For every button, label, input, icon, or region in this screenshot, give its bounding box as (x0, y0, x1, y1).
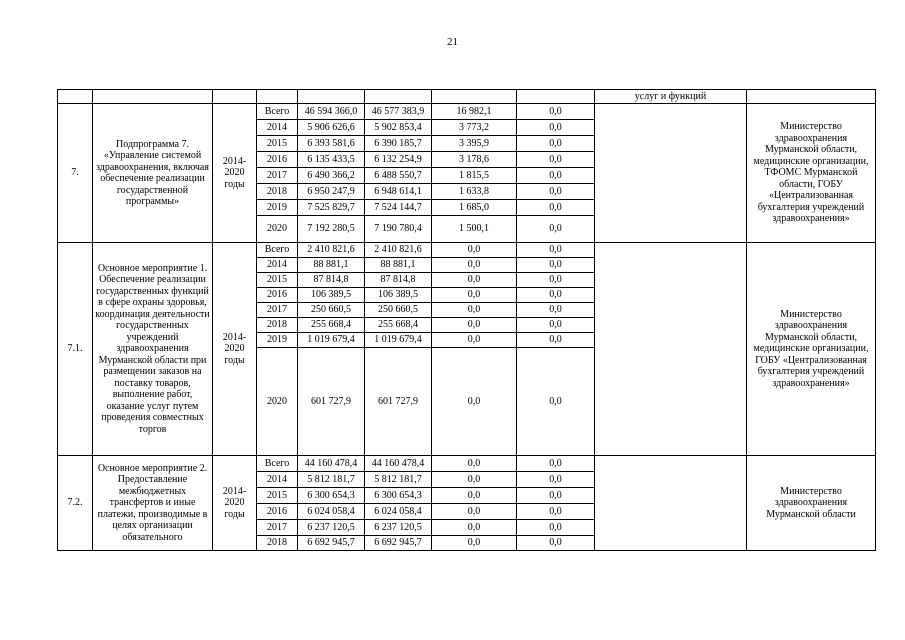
value-other: 0,0 (517, 184, 595, 200)
table-row (58, 243, 876, 258)
section-number: 7. (58, 104, 93, 243)
value-regional: 250 660,5 (365, 303, 432, 318)
section-period: 2014-2020 годы (213, 456, 257, 551)
value-federal: 0,0 (432, 333, 517, 348)
value-federal: 0,0 (432, 456, 517, 472)
value-total: 87 814,8 (298, 273, 365, 288)
year-cell: 2016 (257, 504, 298, 520)
value-federal: 1 633,8 (432, 184, 517, 200)
value-regional: 6 300 654,3 (365, 488, 432, 504)
value-regional: 5 812 181,7 (365, 472, 432, 488)
value-total: 7 525 829,7 (298, 200, 365, 216)
value-total: 106 389,5 (298, 288, 365, 303)
value-total: 7 192 280,5 (298, 216, 365, 243)
section-name: Подпрограмма 7. «Управление системой здравоохранения, включая обеспечение реализации государственной программы» (93, 104, 213, 243)
year-cell: 2019 (257, 333, 298, 348)
value-total: 6 024 058,4 (298, 504, 365, 520)
value-total: 46 594 366,0 (298, 104, 365, 120)
section-blank (595, 456, 747, 551)
value-federal: 1 815,5 (432, 168, 517, 184)
value-regional: 7 190 780,4 (365, 216, 432, 243)
value-other: 0,0 (517, 520, 595, 536)
value-other: 0,0 (517, 258, 595, 273)
year-cell: 2018 (257, 184, 298, 200)
continued-header-row (58, 90, 876, 104)
page-number: 21 (447, 36, 458, 48)
year-cell: Всего (257, 104, 298, 120)
section-blank (595, 243, 747, 456)
value-regional: 46 577 383,9 (365, 104, 432, 120)
value-other: 0,0 (517, 348, 595, 456)
value-total: 6 692 945,7 (298, 536, 365, 551)
value-other: 0,0 (517, 288, 595, 303)
value-regional: 6 237 120,5 (365, 520, 432, 536)
value-other: 0,0 (517, 333, 595, 348)
year-cell: 2018 (257, 536, 298, 551)
year-cell: 2017 (257, 303, 298, 318)
value-total: 2 410 821,6 (298, 243, 365, 258)
value-other: 0,0 (517, 200, 595, 216)
value-federal: 3 178,6 (432, 152, 517, 168)
value-other: 0,0 (517, 303, 595, 318)
year-cell: 2020 (257, 216, 298, 243)
value-total: 6 237 120,5 (298, 520, 365, 536)
value-total: 255 668,4 (298, 318, 365, 333)
value-federal: 1 685,0 (432, 200, 517, 216)
value-total: 6 950 247,9 (298, 184, 365, 200)
section-executor: Министерство здравоохранения Мурманской области, медицинские организации, ГОБУ «Централизованная бухгалтерия учреждений здравоохранения» (747, 243, 876, 456)
table-row (58, 104, 876, 120)
section-blank (595, 104, 747, 243)
value-federal: 3 395,9 (432, 136, 517, 152)
year-cell: 2016 (257, 152, 298, 168)
value-regional: 6 948 614,1 (365, 184, 432, 200)
value-federal: 0,0 (432, 520, 517, 536)
value-federal: 16 982,1 (432, 104, 517, 120)
continued-header-text: услуг и функций (595, 90, 747, 104)
value-total: 44 160 478,4 (298, 456, 365, 472)
value-total: 6 135 433,5 (298, 152, 365, 168)
value-regional: 1 019 679,4 (365, 333, 432, 348)
value-federal: 0,0 (432, 504, 517, 520)
value-other: 0,0 (517, 104, 595, 120)
section-executor: Министерство здравоохранения Мурманской области (747, 456, 876, 551)
value-total: 6 393 581,6 (298, 136, 365, 152)
year-cell: 2014 (257, 258, 298, 273)
value-total: 250 660,5 (298, 303, 365, 318)
year-cell: 2015 (257, 273, 298, 288)
table-body (58, 90, 876, 551)
value-regional: 6 692 945,7 (365, 536, 432, 551)
year-cell: 2015 (257, 136, 298, 152)
value-regional: 6 132 254,9 (365, 152, 432, 168)
value-other: 0,0 (517, 136, 595, 152)
value-other: 0,0 (517, 504, 595, 520)
year-cell: 2018 (257, 318, 298, 333)
section-number: 7.1. (58, 243, 93, 456)
value-federal: 0,0 (432, 303, 517, 318)
table-row (58, 456, 876, 472)
value-federal: 0,0 (432, 258, 517, 273)
year-cell: Всего (257, 243, 298, 258)
value-regional: 5 902 853,4 (365, 120, 432, 136)
section-period: 2014-2020 годы (213, 243, 257, 456)
value-other: 0,0 (517, 472, 595, 488)
value-federal: 1 500,1 (432, 216, 517, 243)
year-cell: Всего (257, 456, 298, 472)
value-federal: 0,0 (432, 536, 517, 551)
year-cell: 2017 (257, 520, 298, 536)
year-cell: 2019 (257, 200, 298, 216)
value-other: 0,0 (517, 168, 595, 184)
value-regional: 6 390 185,7 (365, 136, 432, 152)
value-other: 0,0 (517, 120, 595, 136)
value-total: 6 490 366,2 (298, 168, 365, 184)
value-regional: 6 024 058,4 (365, 504, 432, 520)
value-regional: 106 389,5 (365, 288, 432, 303)
year-cell: 2020 (257, 348, 298, 456)
value-other: 0,0 (517, 216, 595, 243)
value-regional: 255 668,4 (365, 318, 432, 333)
budget-table (57, 89, 876, 551)
value-total: 601 727,9 (298, 348, 365, 456)
section-name: Основное мероприятие 2. Предоставление межбюджетных трансфертов и иные платежи, производимые в целях организации обязательного (93, 456, 213, 551)
value-total: 1 019 679,4 (298, 333, 365, 348)
value-regional: 7 524 144,7 (365, 200, 432, 216)
value-other: 0,0 (517, 152, 595, 168)
value-regional: 2 410 821,6 (365, 243, 432, 258)
value-regional: 6 488 550,7 (365, 168, 432, 184)
value-other: 0,0 (517, 243, 595, 258)
section-number: 7.2. (58, 456, 93, 551)
value-other: 0,0 (517, 488, 595, 504)
value-federal: 0,0 (432, 243, 517, 258)
section-period: 2014-2020 годы (213, 104, 257, 243)
value-federal: 0,0 (432, 288, 517, 303)
value-regional: 44 160 478,4 (365, 456, 432, 472)
year-cell: 2014 (257, 120, 298, 136)
year-cell: 2016 (257, 288, 298, 303)
value-regional: 88 881,1 (365, 258, 432, 273)
value-federal: 0,0 (432, 472, 517, 488)
section-name: Основное мероприятие 1. Обеспечение реализации государственных функций в сфере охраны здоровья, координация деятельности государственных учреждений здравоохранения Мурманской области при размещении заказов на поставку товаров, выполнение работ, оказание услуг путем проведения совместных торгов (93, 243, 213, 456)
year-cell: 2017 (257, 168, 298, 184)
value-other: 0,0 (517, 536, 595, 551)
value-total: 5 812 181,7 (298, 472, 365, 488)
value-regional: 87 814,8 (365, 273, 432, 288)
value-federal: 0,0 (432, 348, 517, 456)
value-total: 88 881,1 (298, 258, 365, 273)
section-executor: Министерство здравоохранения Мурманской области, медицинские организации, ТФОМС Мурманской области, ГОБУ «Централизованная бухгалтерия учреждений здравоохранения» (747, 104, 876, 243)
value-total: 6 300 654,3 (298, 488, 365, 504)
value-other: 0,0 (517, 318, 595, 333)
value-federal: 0,0 (432, 318, 517, 333)
year-cell: 2015 (257, 488, 298, 504)
year-cell: 2014 (257, 472, 298, 488)
value-federal: 0,0 (432, 488, 517, 504)
value-other: 0,0 (517, 273, 595, 288)
value-regional: 601 727,9 (365, 348, 432, 456)
value-federal: 0,0 (432, 273, 517, 288)
value-total: 5 906 626,6 (298, 120, 365, 136)
value-other: 0,0 (517, 456, 595, 472)
value-federal: 3 773,2 (432, 120, 517, 136)
